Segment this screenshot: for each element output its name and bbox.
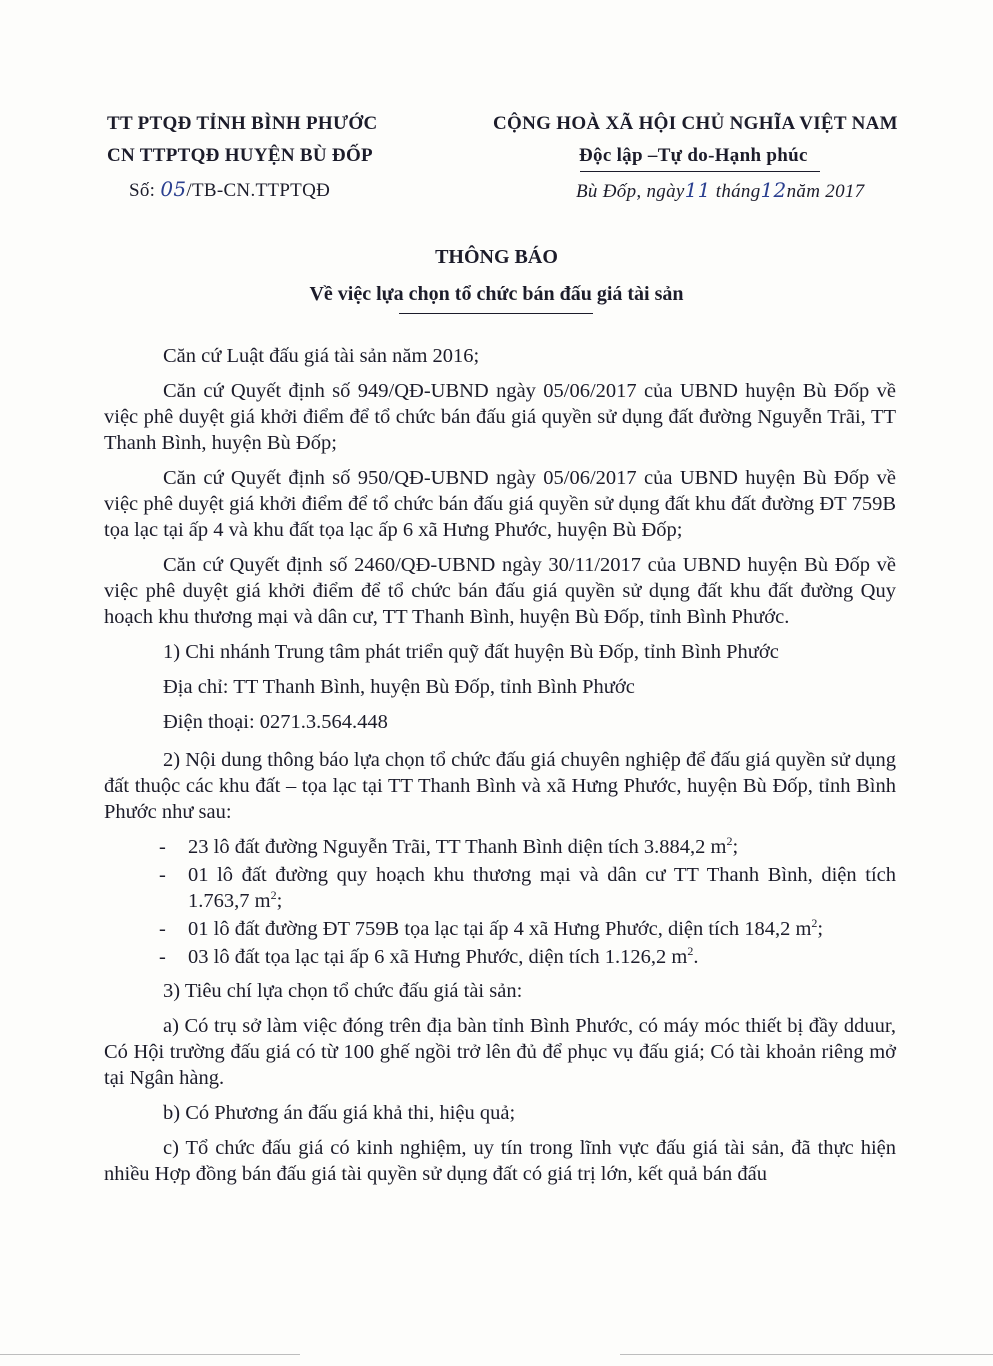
- subject-underline: [399, 313, 593, 314]
- date-suffix: năm 2017: [786, 181, 865, 202]
- list-item-end: ;: [732, 836, 739, 858]
- list-item-text: 23 lô đất đường Nguyễn Trãi, TT Thanh Bình diện tích 3.884,2 m: [188, 836, 727, 858]
- bullet-dash: -: [159, 836, 166, 858]
- list-item-end: ;: [817, 918, 824, 940]
- unit-superscript: 2: [811, 916, 818, 931]
- basis-paragraph: Căn cứ Quyết định số 950/QĐ-UBND ngày 05/06/2017 của UBND huyện Bù Đốp về việc phê duyệt giá khởi điểm để tổ chức bán đấu giá quyền sử dụng đất khu đất đường ĐT 759B tọa lạc tại ấp 4 và khu đất tọa lạc ấp 6 xã Hưng Phước, huyện Bù Đốp;: [104, 467, 896, 541]
- list-item-text: 01 lô đất đường ĐT 759B tọa lạc tại ấp 4 xã Hưng Phước, diện tích 184,2 m: [188, 918, 812, 940]
- unit-superscript: 2: [726, 834, 733, 849]
- list-item-end: ;: [276, 890, 283, 912]
- item-3: 3) Tiêu chí lựa chọn tổ chức đấu giá tài sản:: [163, 980, 523, 1002]
- date-day: 11: [684, 178, 711, 202]
- bullet-dash: -: [159, 918, 166, 940]
- list-item-end: .: [693, 946, 699, 968]
- document-number: [129, 177, 330, 202]
- item-2: 2) Nội dung thông báo lựa chọn tổ chức đấu giá chuyên nghiệp để đấu giá quyền sử dụng đất thuộc các khu đất – tọa lạc tại TT Thanh Bình và xã Hưng Phước, huyện Bù Đốp, tỉnh Bình Phước như sau:: [104, 749, 896, 823]
- list-item: [104, 834, 896, 860]
- document-date: [576, 178, 864, 203]
- document-subject: Về việc lựa chọn tổ chức bán đấu giá tài sản: [309, 283, 684, 305]
- document-title: THÔNG BÁO: [435, 246, 558, 268]
- org-line-1: TT PTQĐ TỈNH BÌNH PHƯỚC: [107, 113, 378, 134]
- bullet-dash: -: [159, 946, 166, 968]
- list-item: [104, 916, 896, 942]
- number-suffix: /TB-CN.TTPTQĐ: [186, 180, 331, 201]
- document-body: [104, 343, 896, 1187]
- criteria-b: b) Có Phương án đấu giá khả thi, hiệu quả;: [163, 1102, 516, 1124]
- item-1: 1) Chi nhánh Trung tâm phát triển quỹ đất huyện Bù Đốp, tỉnh Bình Phước: [163, 641, 779, 663]
- phone: Điện thoại: 0271.3.564.448: [163, 711, 388, 733]
- basis-paragraph: Căn cứ Quyết định số 2460/QĐ-UBND ngày 30/11/2017 của UBND huyện Bù Đốp về việc phê duyệt giá khởi điểm để tổ chức bán đấu giá quyền sử dụng đất khu đất đường Quy hoạch khu thương mại và dân cư, TT Thanh Bình, huyện Bù Đốp, tỉnh Bình Phước.: [104, 554, 896, 628]
- list-item: [104, 862, 896, 914]
- unit-superscript: 2: [687, 944, 694, 959]
- number-handwritten: 05: [160, 177, 187, 201]
- nation-line-2: Độc lập –Tự do-Hạnh phúc: [579, 145, 808, 166]
- date-prefix: Bù Đốp, ngày: [576, 181, 685, 202]
- motto-underline: [580, 171, 820, 172]
- scan-edge-line: [0, 1354, 300, 1355]
- nation-line-1: CỘNG HOÀ XÃ HỘI CHỦ NGHĨA VIỆT NAM: [493, 113, 898, 134]
- date-month: 12: [760, 178, 787, 202]
- list-item-text: 03 lô đất tọa lạc tại ấp 6 xã Hưng Phước, diện tích 1.126,2 m: [188, 946, 688, 968]
- unit-superscript: 2: [270, 888, 277, 903]
- list-item-text: 01 lô đất đường quy hoạch khu thương mại và dân cư TT Thanh Bình, diện tích 1.763,7 m: [188, 864, 896, 912]
- org-line-2: CN TTPTQĐ HUYỆN BÙ ĐỐP: [107, 145, 373, 166]
- criteria-a: a) Có trụ sở làm việc đóng trên địa bàn tỉnh Bình Phước, có máy móc thiết bị đầy dduur, Có Hội trường đấu giá có từ 100 ghế ngồi trở lên đủ để phục vụ đấu giá; Có tài khoản riêng mở tại Ngân hàng.: [104, 1015, 896, 1089]
- scan-edge-line: [620, 1354, 993, 1355]
- list-item: [104, 944, 896, 970]
- bullet-dash: -: [159, 864, 166, 886]
- basis-paragraph: Căn cứ Quyết định số 949/QĐ-UBND ngày 05/06/2017 của UBND huyện Bù Đốp về việc phê duyệt giá khởi điểm để tổ chức bán đấu giá quyền sử dụng đất đường Nguyễn Trãi, TT Thanh Bình, huyện Bù Đốp;: [104, 380, 896, 454]
- land-lot-list: [104, 834, 896, 970]
- number-prefix: Số:: [129, 180, 156, 201]
- basis-paragraph: Căn cứ Luật đấu giá tài sản năm 2016;: [163, 345, 480, 367]
- date-month-label: tháng: [715, 181, 761, 202]
- criteria-c: c) Tổ chức đấu giá có kinh nghiệm, uy tín trong lĩnh vực đấu giá tài sản, đã thực hiện nhiều Hợp đồng bán đấu giá tài quyền sử dụng đất có giá trị lớn, kết quả bán đấu: [104, 1137, 896, 1185]
- address: Địa chỉ: TT Thanh Bình, huyện Bù Đốp, tỉnh Bình Phước: [163, 676, 635, 698]
